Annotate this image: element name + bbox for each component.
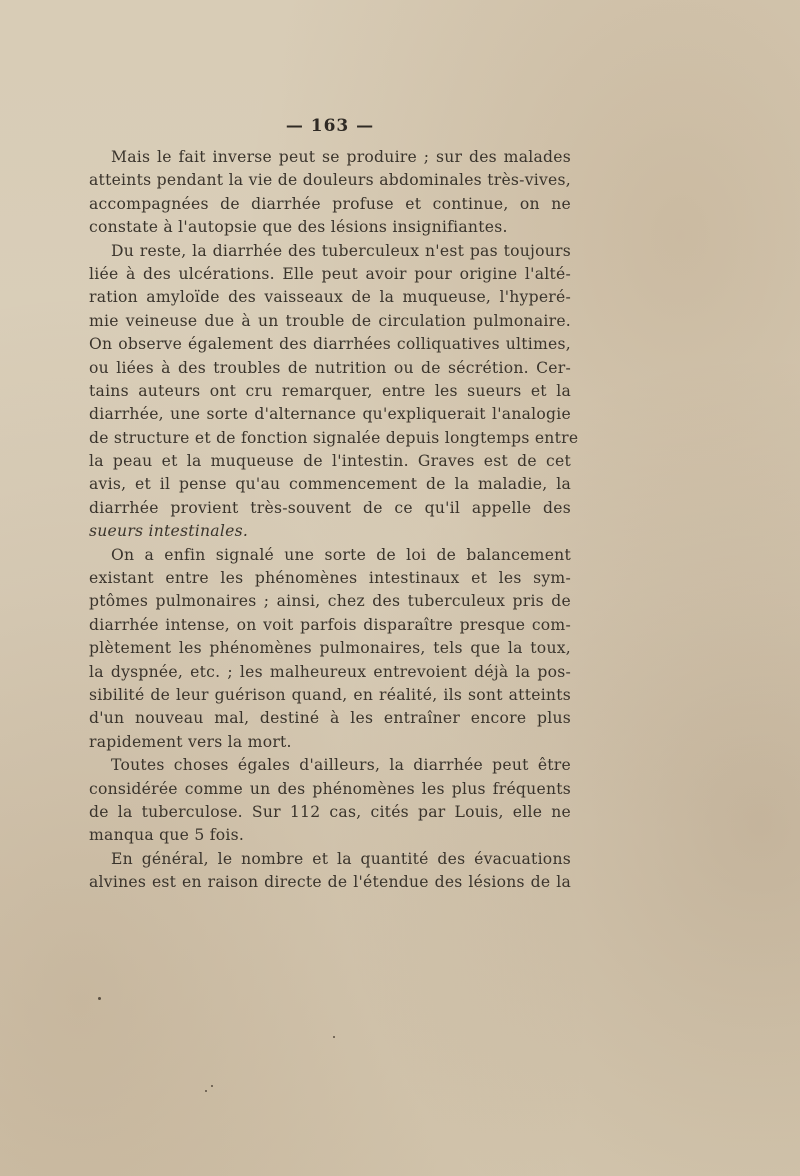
text-line: ptômes pulmonaires ; ainsi, chez des tuberculeux pris de	[89, 592, 571, 611]
text-line: tains auteurs ont cru remarquer, entre les sueurs et la	[89, 381, 571, 400]
text-line: considérée comme un des phénomènes les plus fréquents	[89, 779, 571, 798]
paper-speck	[211, 1085, 213, 1087]
text-line: On a enfin signalé une sorte de loi de balancement	[111, 545, 571, 564]
paper-speck	[333, 1036, 335, 1038]
text-line: En général, le nombre et la quantité des évacuations	[111, 849, 571, 868]
paragraph-1	[89, 146, 571, 240]
text-line: de structure et de fonction signalée depuis longtemps entre	[89, 428, 579, 447]
text-line: existant entre les phénomènes intestinaux et les sym-	[89, 569, 571, 588]
text-line: sibilité de leur guérison quand, en réalité, ils sont atteints	[89, 685, 571, 704]
paragraph-5	[89, 848, 571, 895]
text-line: ration amyloïde des vaisseaux de la muqueuse, l'hyperé-	[89, 288, 571, 307]
text-line: accompagnées de diarrhée profuse et continue, on ne	[89, 194, 571, 213]
paragraph-3	[89, 544, 571, 755]
text-line: la peau et la muqueuse de l'intestin. Graves est de cet	[89, 452, 571, 471]
body-text	[89, 146, 579, 895]
text-line-italic: sueurs intestinales.	[89, 522, 249, 541]
text-line: diarrhée provient très-souvent de ce qu'il appelle des	[89, 498, 571, 517]
text-line: ou liées à des troubles de nutrition ou de sécrétion. Cer-	[89, 358, 571, 377]
text-line: On observe également des diarrhées colliquatives ultimes,	[89, 335, 571, 354]
text-line: atteints pendant la vie de douleurs abdominales très-vives,	[89, 171, 571, 190]
text-line: alvines est en raison directe de l'étendue des lésions de la	[89, 873, 571, 892]
text-line: constate à l'autopsie que des lésions insignifiantes.	[89, 218, 508, 237]
text-line: mie veineuse due à un trouble de circulation pulmonaire.	[89, 311, 571, 330]
text-line: de la tuberculose. Sur 112 cas, cités par Louis, elle ne	[89, 802, 571, 821]
paragraph-2	[89, 240, 579, 544]
paper-speck	[98, 997, 101, 1000]
text-line: Mais le fait inverse peut se produire ; sur des malades	[111, 148, 571, 166]
text-line: Toutes choses égales d'ailleurs, la diarrhée peut être	[111, 756, 571, 775]
text-line: avis, et il pense qu'au commencement de la maladie, la	[89, 475, 571, 494]
paragraph-4	[89, 754, 571, 848]
text-line: liée à des ulcérations. Elle peut avoir pour origine l'alté-	[89, 264, 571, 283]
text-line: diarrhée, une sorte d'alternance qu'expliquerait l'analogie	[89, 405, 571, 424]
text-line: diarrhée intense, on voit parfois disparaître presque com-	[89, 615, 571, 634]
text-line: Du reste, la diarrhée des tuberculeux n'est pas toujours	[111, 241, 571, 260]
paper-speck	[205, 1090, 207, 1092]
text-line: la dyspnée, etc. ; les malheureux entrevoient déjà la pos-	[89, 662, 571, 681]
text-line: rapidement vers la mort.	[89, 732, 292, 751]
text-line: d'un nouveau mal, destiné à les entraîner encore plus	[89, 709, 571, 728]
text-line: manqua que 5 fois.	[89, 826, 245, 845]
text-line: plètement les phénomènes pulmonaires, tels que la toux,	[89, 639, 571, 658]
page-number: — 163 —	[285, 116, 375, 136]
